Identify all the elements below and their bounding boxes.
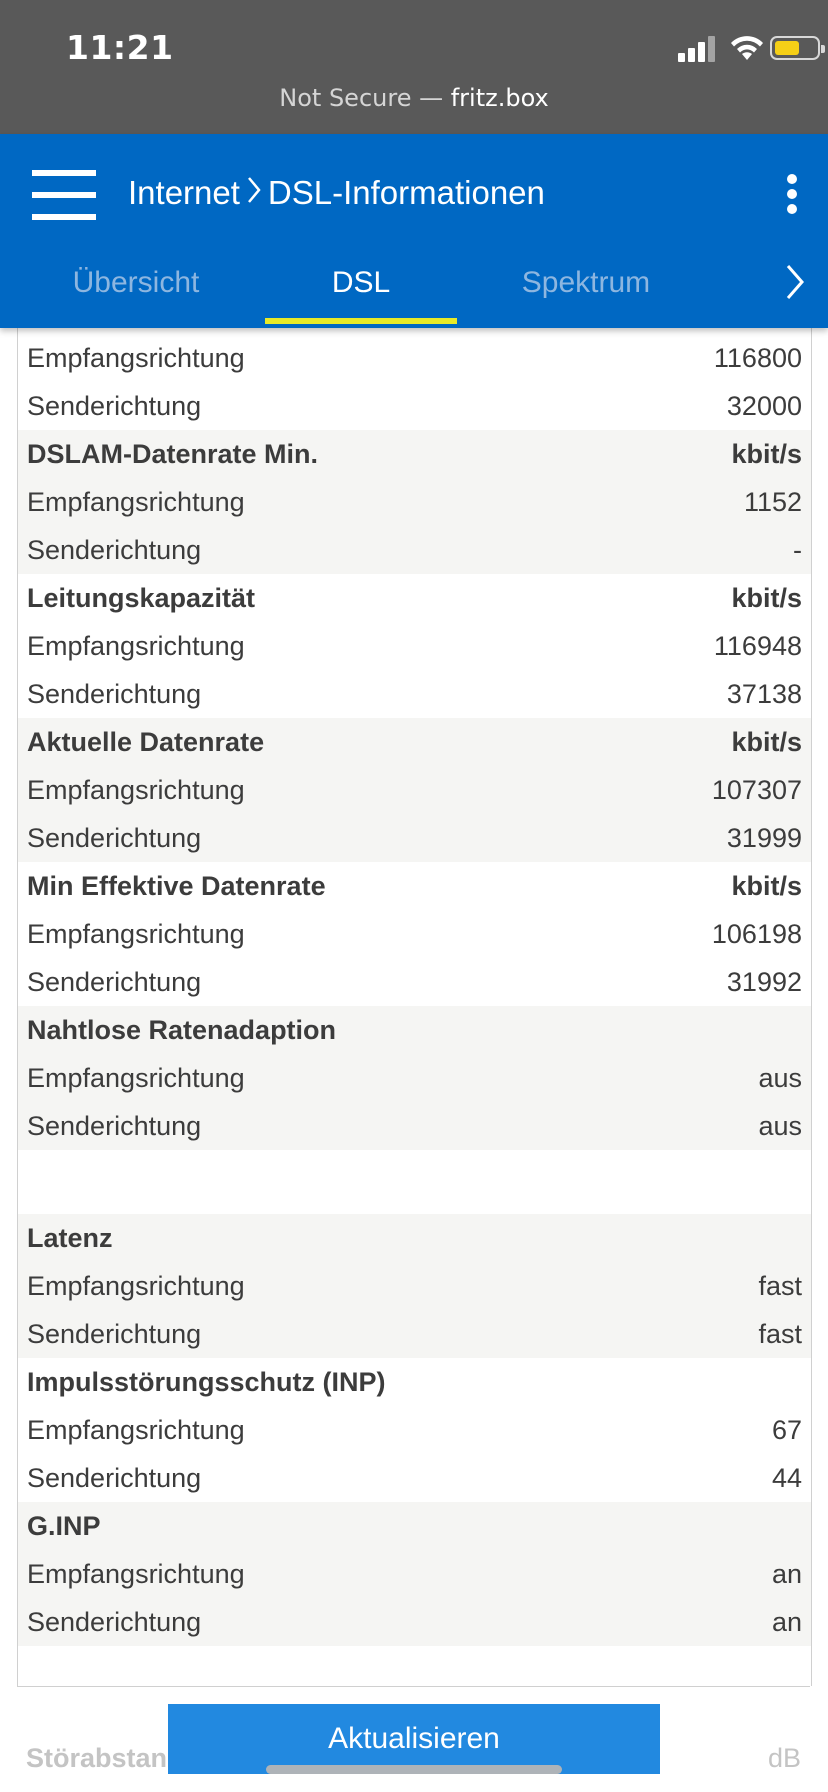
breadcrumb-item-dsl-informationen: DSL-Informationen bbox=[267, 174, 545, 211]
table-group bbox=[18, 1006, 811, 1150]
tab-spektrum[interactable]: Spektrum bbox=[521, 266, 651, 299]
table-group bbox=[18, 862, 811, 1006]
table-row: Senderichtung 32000 bbox=[27, 391, 802, 421]
table-row: Senderichtung - bbox=[27, 535, 802, 565]
table-group-header: DSLAM-Datenrate Min. kbit/s bbox=[27, 439, 802, 469]
table-row: Empfangsrichtung aus bbox=[27, 1063, 802, 1093]
table-row: Senderichtung 31992 bbox=[27, 967, 802, 997]
table-row: Empfangsrichtung 107307 bbox=[27, 775, 802, 805]
tab-uebersicht[interactable]: Übersicht bbox=[72, 266, 200, 299]
tab-scroll-right-icon[interactable] bbox=[784, 262, 806, 312]
table-group bbox=[18, 1358, 811, 1502]
table-group-header: Impulsstörungsschutz (INP) bbox=[27, 1367, 386, 1397]
chevron-right-icon bbox=[246, 174, 262, 212]
table-row: Empfangsrichtung 67 bbox=[27, 1415, 802, 1445]
status-time: 11:21 bbox=[66, 28, 174, 67]
table-group-header: Aktuelle Datenrate kbit/s bbox=[27, 727, 802, 757]
table-group bbox=[18, 1214, 811, 1358]
hamburger-menu-icon[interactable] bbox=[32, 170, 96, 220]
url-host: fritz.box bbox=[450, 84, 549, 112]
wifi-icon bbox=[730, 32, 764, 62]
table-row: Senderichtung 31999 bbox=[27, 823, 802, 853]
breadcrumb-item-internet[interactable]: Internet bbox=[128, 174, 240, 211]
cellular-signal-icon bbox=[678, 34, 718, 62]
table-row: Empfangsrichtung 106198 bbox=[27, 919, 802, 949]
url-prefix: Not Secure — bbox=[279, 84, 451, 112]
table-row: Empfangsrichtung 116948 bbox=[27, 631, 802, 661]
url-bar[interactable] bbox=[0, 84, 828, 112]
table-group-header: Latenz bbox=[27, 1223, 113, 1253]
table-row: Senderichtung 37138 bbox=[27, 679, 802, 709]
table-group bbox=[18, 574, 811, 718]
table-group bbox=[18, 1502, 811, 1646]
table-group-header-partial: Störabstan dB bbox=[26, 1743, 801, 1773]
table-row: Senderichtung 44 bbox=[27, 1463, 802, 1493]
table-row: Empfangsrichtung 1152 bbox=[27, 487, 802, 517]
dsl-info-table bbox=[17, 308, 812, 1686]
active-tab-indicator bbox=[265, 318, 457, 324]
table-spacer bbox=[18, 1150, 811, 1214]
refresh-button[interactable]: Aktualisieren bbox=[168, 1704, 660, 1774]
table-row: Senderichtung aus bbox=[27, 1111, 802, 1141]
table-row: Senderichtung fast bbox=[27, 1319, 802, 1349]
table-group-header: G.INP bbox=[27, 1511, 101, 1541]
table-group bbox=[18, 430, 811, 574]
table-row: Empfangsrichtung 116800 bbox=[27, 343, 802, 373]
battery-icon bbox=[770, 36, 820, 60]
status-bar bbox=[0, 0, 828, 134]
table-row: Senderichtung an bbox=[27, 1607, 802, 1637]
table-divider bbox=[17, 1686, 810, 1687]
more-options-icon[interactable] bbox=[786, 174, 798, 214]
table-group-header: Min Effektive Datenrate kbit/s bbox=[27, 871, 802, 901]
table-row: Empfangsrichtung fast bbox=[27, 1271, 802, 1301]
app-header bbox=[0, 134, 828, 328]
table-group bbox=[18, 718, 811, 862]
tab-dsl[interactable]: DSL bbox=[331, 266, 391, 299]
home-indicator[interactable] bbox=[266, 1765, 562, 1774]
table-group-header: Nahtlose Ratenadaption bbox=[27, 1015, 337, 1045]
table-row: Empfangsrichtung an bbox=[27, 1559, 802, 1589]
table-group-header: Leitungskapazität kbit/s bbox=[27, 583, 802, 613]
breadcrumb bbox=[128, 174, 545, 212]
